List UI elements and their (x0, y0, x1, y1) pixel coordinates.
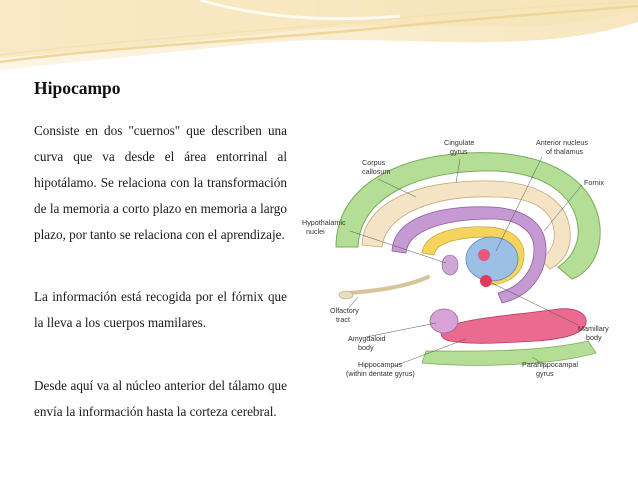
paragraph-fornix: La información está recogida por el fórnix que la lleva a los cuerpos mamilares. (34, 289, 287, 330)
label-anterior-nucleus: Anterior nucleus of thalamus (536, 138, 588, 156)
paragraph-thalamus: Desde aquí va al núcleo anterior del tálamo que envía la información hasta la corteza cerebral. (34, 378, 287, 419)
paragraph-description: Consiste en dos "cuernos" que describen una curva que va desde el área entorrinal al hipotálamo. Se relaciona con la transformación de la memoria a corto plazo en memoria a largo plazo, por tanto se relaciona con el aprendizaje. (34, 123, 287, 242)
label-olfactory-tract: Olfactory tract (330, 306, 359, 324)
label-amygdaloid-body: Amygdaloid body (348, 334, 386, 352)
limbic-system-diagram (296, 127, 624, 385)
label-hippocampus: Hippocampus (within dentate gyrus) (346, 360, 415, 378)
label-fornix: Fornix (584, 178, 604, 187)
slide-title: Hipocampo (34, 78, 121, 98)
label-cingulate-gyrus: Cingulate gyrus (444, 138, 475, 156)
label-parahippocampal-gyrus: Parahippocampal gyrus (522, 360, 578, 378)
limbic-system-illustration (296, 127, 624, 385)
label-mamillary-body: Mamillary body (578, 324, 609, 342)
label-hypothalamic-nuclei: Hypothalamic nuclei (302, 218, 346, 236)
decorative-banner (0, 0, 638, 72)
label-corpus-callosum: Corpus callosum (362, 158, 391, 176)
